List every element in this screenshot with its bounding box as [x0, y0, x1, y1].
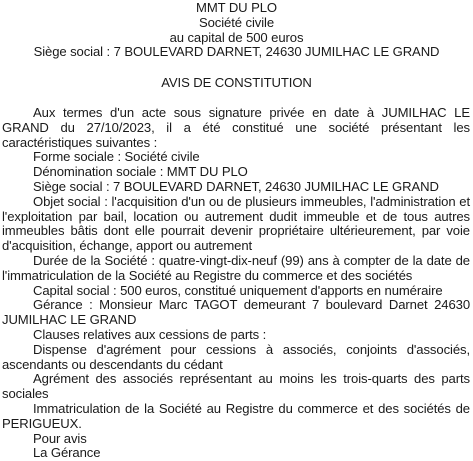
signature-for-notice: Pour avis — [33, 430, 87, 446]
company-header — [0, 1, 473, 60]
registration-paragraph: Immatriculation de la Société au Registre du commerce et des sociétés de PERIGUEUX. — [2, 400, 470, 431]
company-address: Siège social : 7 BOULEVARD DARNET, 24630 JUMILHAC LE GRAND — [33, 44, 440, 60]
company-name-line: Dénomination sociale : MMT DU PLO — [33, 164, 248, 180]
approval-majority-line: Agrément des associés représentant au moins les trois-quarts des parts sociales — [2, 371, 470, 402]
legal-form-line: Forme sociale : Société civile — [33, 149, 200, 165]
company-name: MMT DU PLO — [196, 0, 277, 15]
share-transfer-heading: Clauses relatives aux cessions de parts : — [33, 326, 267, 342]
share-capital-line: Capital social : 500 euros, constitué uniquement d'apports en numéraire — [33, 282, 443, 298]
company-form: Société civile — [198, 14, 274, 30]
approval-exemption-paragraph: Dispense d'agrément pour cessions à associés, conjoints d'associés, ascendants ou descendants du cédant — [2, 341, 470, 372]
corporate-purpose-paragraph: Objet social : l'acquisition d'un ou de plusieurs immeubles, l'administration et l'exploitation par bail, location ou autrement dudit immeuble et de tous autres immeubles bâtis dont elle pourrait devenir propriétaire ultérieurement, par voie d'acquisition, échange, apport ou autrement — [2, 193, 470, 254]
registered-office-line: Siège social : 7 BOULEVARD DARNET, 24630 JUMILHAC LE GRAND — [33, 178, 439, 194]
duration-paragraph: Durée de la Société : quatre-vingt-dix-neuf (99) ans à compter de la date de l'immatriculation de la Société au Registre du commerce et des sociétés — [2, 252, 470, 283]
company-capital: au capital de 500 euros — [169, 29, 304, 45]
intro-paragraph: Aux termes d'un acte sous signature privée en date à JUMILHAC LE GRAND du 27/10/2023, il a été constitué une société présentant les caractéristiques suivantes : — [2, 105, 470, 150]
management-paragraph: Gérance : Monsieur Marc TAGOT demeurant 7 boulevard Darnet 24630 JUMILHAC LE GRAND — [2, 297, 470, 328]
signature-management: La Gérance — [33, 445, 101, 461]
notice-title: AVIS DE CONSTITUTION — [161, 75, 312, 90]
notice-body — [2, 106, 470, 461]
